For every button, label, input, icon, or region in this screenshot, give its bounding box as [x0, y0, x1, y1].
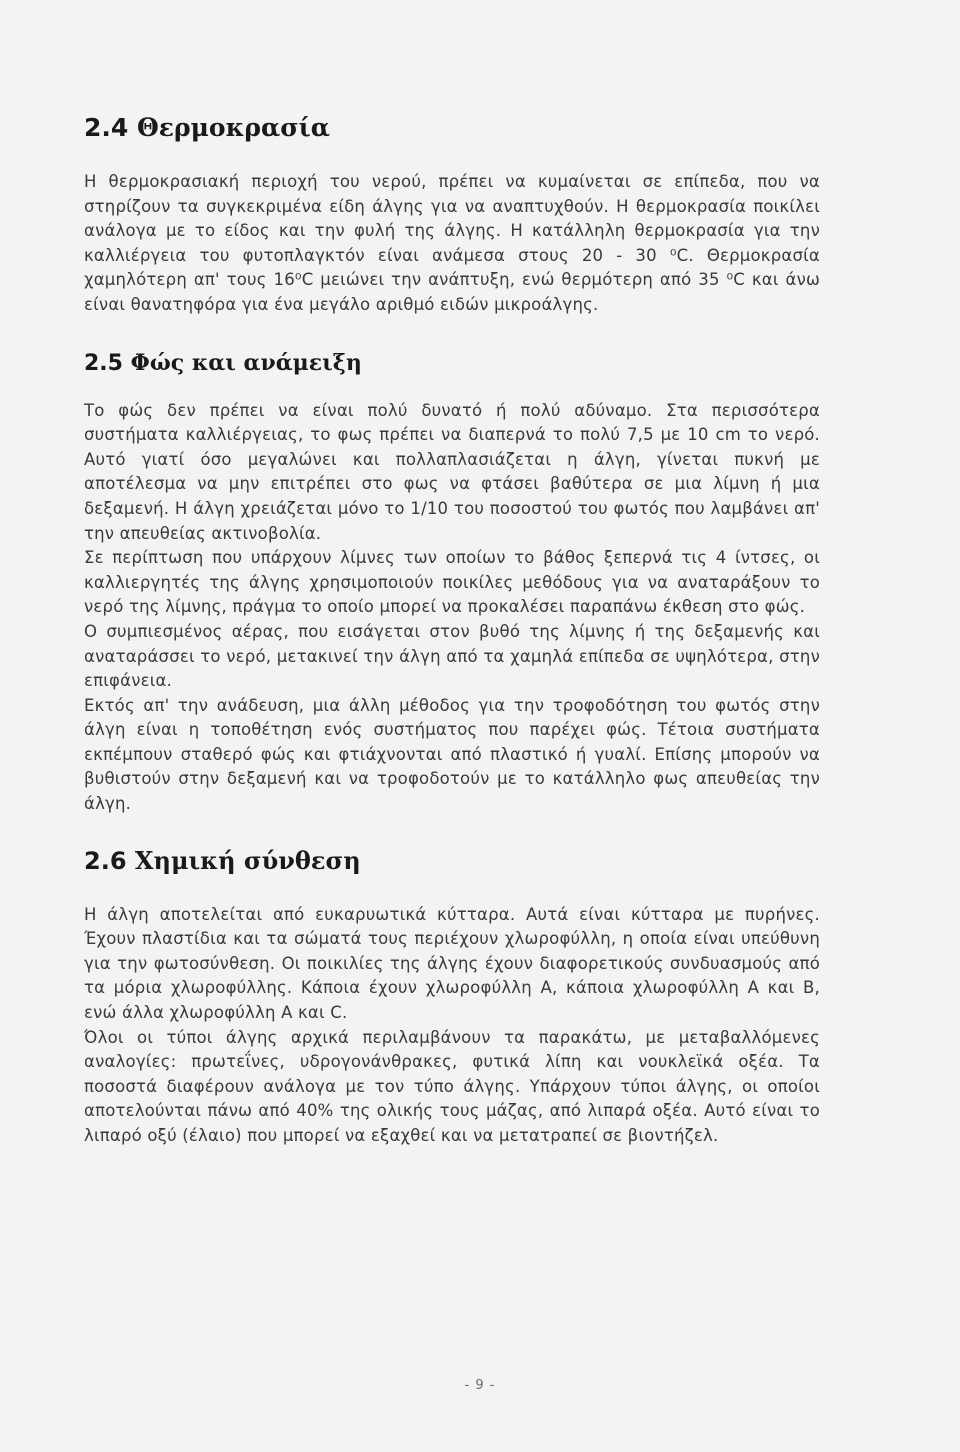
paragraph: Όλοι οι τύποι άλγης αρχικά περιλαμβάνουν τα παρακάτω, με μεταβαλλόμενες αναλογίες: πρωτεΐνες, υδρογονάνθρακες, φυτικά λίπη και νουκλεϊκά οξέα. Τα ποσοστά διαφέρουν ανάλογα με τον τύπο άλγης. Υπάρχουν τύποι άλγης, οι οποίοι αποτελούνται πάνω από 40% της ολικής τους μάζας, από λιπαρά οξέα. Αυτό είναι το λιπαρό οξύ (έλαιο) που μπορεί να εξαχθεί και να μετατραπεί σε βιοντήζελ. — [84, 1027, 820, 1145]
paragraph: Ο συμπιεσμένος αέρας, που εισάγεται στον βυθό της λίμνης ή της δεξαμενής και αναταράσσει το νερό, μετακινεί την άλγη από τα χαμηλά επίπεδα σε υψηλότερα, στην επιφάνεια. — [84, 621, 820, 691]
heading-2-6 — [84, 845, 820, 877]
paragraph: Εκτός απ' την ανάδευση, μια άλλη μέθοδος για την τροφοδότηση του φωτός στην άλγη είναι η τοποθέτηση ενός συστήματος που παρέχει φώς. Τέτοια συστήματα εκπέμπουν σταθερό φώς και φτιάχνονται από πλαστικό ή γυαλί. Επίσης μπορούν να βυθιστούν στην δεξαμενή και να τροφοδοτούν με το κατάλληλο φως απευθείας την άλγη. — [84, 695, 820, 814]
heading-title: Χημική σύνθεση — [134, 845, 361, 875]
paragraph: Η θερμοκρασιακή περιοχή του νερού, πρέπει να κυμαίνεται σε επίπεδα, που να στηρίζουν τα συγκεκριμένα είδη άλγης για να αναπτυχθούν. Η θερμοκρασία ποικίλει ανάλογα με το είδος και την φυλή της άλγης. Η κατάλληλη θερμοκρασία για την καλλιέργεια του φυτοπλαγκτόν είναι ανάμεσα στους 20 - 30 ⁰C. Θερμοκρασία χαμηλότερη απ' τους 16⁰C μειώνει την ανάπτυξη, ενώ θερμότερη από 35 ⁰C και άνω είναι θανατηφόρα για ένα μεγάλο αριθμό ειδών μικροάλγης. — [84, 172, 820, 314]
heading-number: 2.4 — [84, 113, 129, 142]
section-2-6-body — [84, 903, 820, 1149]
page-number: - 9 - — [464, 1378, 496, 1393]
heading-title: Φώς και ανάμειξη — [130, 349, 362, 376]
section-2-4-body — [84, 170, 820, 318]
heading-number: 2.6 — [84, 846, 127, 875]
heading-2-4 — [84, 112, 820, 144]
section-2-5-body — [84, 399, 820, 817]
heading-title: Θερμοκρασία — [137, 113, 330, 142]
heading-2-5 — [84, 348, 820, 379]
paragraph: Η άλγη αποτελείται από ευκαρυωτικά κύτταρα. Αυτά είναι κύτταρα με πυρήνες. Έχουν πλαστίδια και τα σώματά τους περιέχουν χλωροφύλλη, η οποία είναι υπεύθυνη για την φωτοσύνθεση. Οι ποικιλίες της άλγης έχουν διαφορετικούς συνδυασμούς από τα μόρια χλωροφύλλης. Κάποια έχουν χλωροφύλλη Α, κάποια χλωροφύλλη Α και Β, ενώ άλλα χλωροφύλλη Α και C. — [84, 904, 820, 1023]
paragraph: Σε περίπτωση που υπάρχουν λίμνες των οποίων το βάθος ξεπερνά τις 4 ίντσες, οι καλλιεργητές της άλγης χρησιμοποιούν ποικίλες μεθόδους για να αναταράξουν το νερό της λίμνης, πράγμα το οποίο μπορεί να προκαλέσει παραπάνω έκθεση στο φώς. — [84, 548, 820, 617]
heading-number: 2.5 — [84, 350, 123, 376]
paragraph: Το φώς δεν πρέπει να είναι πολύ δυνατό ή πολύ αδύναμο. Στα περισσότερα συστήματα καλλιέργειας, το φως πρέπει να διαπερνά το πολύ 7,5 με 10 cm το νερό. Αυτό γιατί όσο μεγαλώνει και πολλαπλασιάζεται η άλγη, γίνεται πυκνή με αποτέλεσμα να μην επιτρέπει στο φως να φτάσει βαθύτερα σε μια λίμνη ή μια δεξαμενή. Η άλγη χρειάζεται μόνο το 1/10 του ποσοστού του φωτός που λαμβάνει απ' την απευθείας ακτινοβολία. — [84, 400, 820, 543]
